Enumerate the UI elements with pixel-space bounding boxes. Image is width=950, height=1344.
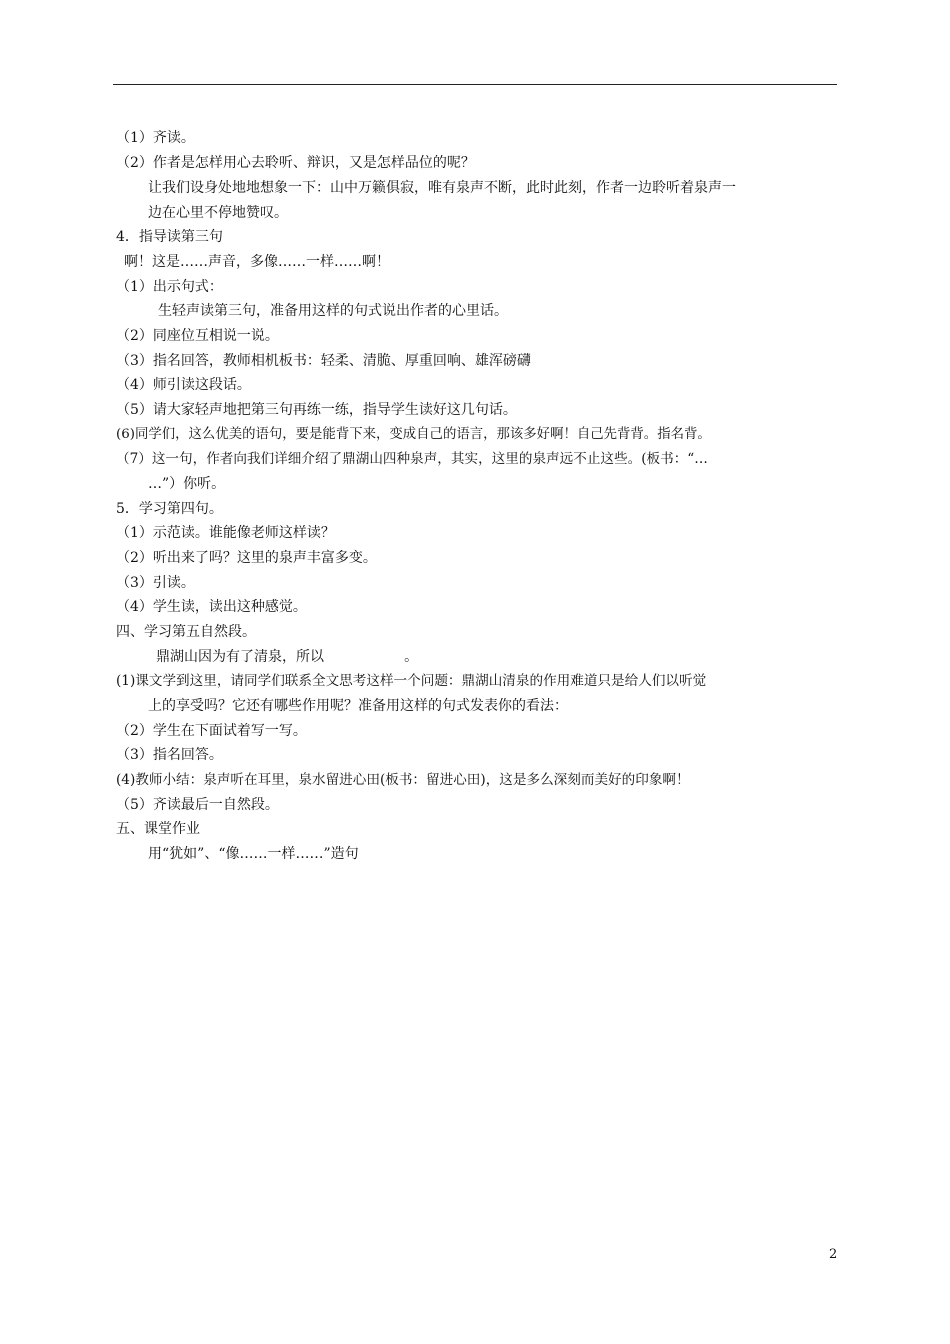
section-heading: 5．学习第四句。 [116, 501, 223, 517]
text-line: （2）同座位互相说一说。 [116, 328, 279, 344]
text-line: （3）指名回答，教师相机板书：轻柔、清脆、厚重回响、雄浑磅礴 [116, 353, 531, 369]
text-line: （1）示范读。谁能像老师这样读？ [116, 525, 335, 541]
section-heading: 四、学习第五自然段。 [116, 624, 256, 640]
text-line: （2）作者是怎样用心去聆听、辩识，又是怎样品位的呢？ [116, 155, 475, 171]
text-line: 上的享受吗？它还有哪些作用呢？准备用这样的句式发表你的看法： [148, 698, 568, 714]
section-heading: 4．指导读第三句 [116, 229, 223, 245]
text-line: （3）引读。 [116, 575, 195, 591]
text-line: 用“犹如”、“像……一样……”造句 [148, 846, 359, 862]
text-line: …”）你听。 [148, 476, 226, 492]
section-heading: 五、课堂作业 [116, 821, 200, 837]
header-rule [113, 84, 837, 85]
text-line: （2）听出来了吗？这里的泉声丰富多变。 [116, 550, 377, 566]
text-line: （4）师引读这段话。 [116, 377, 251, 393]
text-line: （4）学生读，读出这种感觉。 [116, 599, 307, 615]
text-line: （7）这一句，作者向我们详细介绍了鼎湖山四种泉声，其实，这里的泉声远不止这些。(板书：“… [116, 451, 708, 467]
text-line: (1)课文学到这里，请同学们联系全文思考这样一个问题：鼎湖山清泉的作用难道只是给人们以听觉 [116, 673, 707, 689]
text-line: （5）齐读最后一自然段。 [116, 797, 279, 813]
text-line: （1）齐读。 [116, 130, 195, 146]
text-line: (4)教师小结：泉声听在耳里，泉水留进心田(板书：留进心田)，这是多么深刻而美好的印象啊！ [116, 772, 690, 788]
text-line: (6)同学们，这么优美的语句，要是能背下来，变成自己的语言，那该多好啊！自己先背背。指名背。 [116, 427, 711, 442]
text-line: 啊！这是……声音，多像……一样……啊！ [124, 254, 390, 270]
text-line: （5）请大家轻声地把第三句再练一练，指导学生读好这几句话。 [116, 402, 517, 418]
text-line: （2）学生在下面试着写一写。 [116, 723, 307, 739]
text-line: 让我们设身处地地想象一下：山中万籁俱寂，唯有泉声不断，此时此刻，作者一边聆听着泉声一 [148, 180, 736, 196]
text-line: 边在心里不停地赞叹。 [148, 205, 288, 221]
text-line: （3）指名回答。 [116, 747, 223, 763]
text-line: 鼎湖山因为有了清泉，所以 。 [156, 649, 419, 665]
page-number: 2 [829, 1247, 838, 1262]
text-line: （1）出示句式： [116, 279, 223, 295]
text-line: 生轻声读第三句，准备用这样的句式说出作者的心里话。 [158, 303, 508, 319]
